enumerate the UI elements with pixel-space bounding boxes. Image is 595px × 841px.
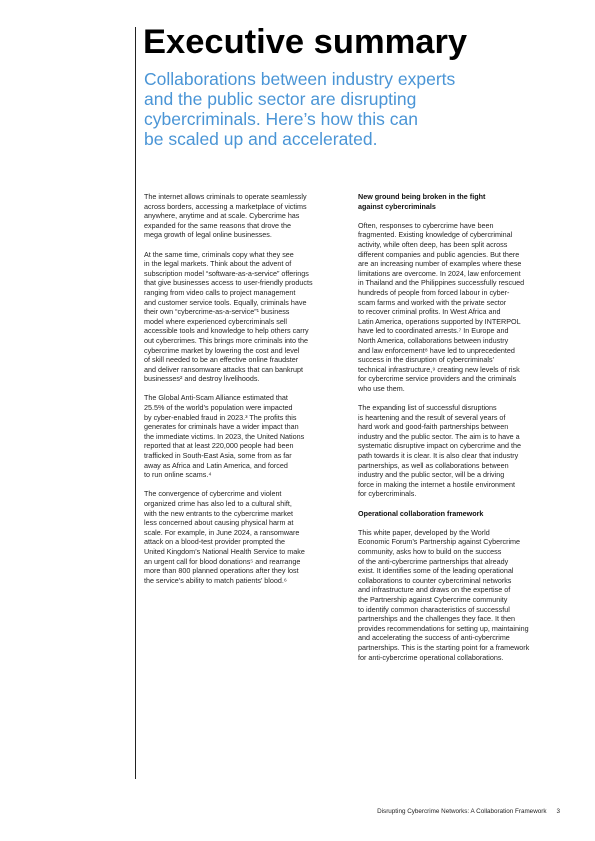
text-line: to recover criminal profits. In West Africa and <box>358 307 501 317</box>
text-line: force in making the internet a hostile environment <box>358 479 516 489</box>
text-line: are an increasing number of examples where these <box>358 259 522 269</box>
text-line: subscription model “software-as-a-service” offerings <box>144 268 309 278</box>
text-line: New ground being broken in the fight <box>358 192 486 201</box>
text-line: The Global Anti-Scam Alliance estimated that <box>144 393 288 403</box>
text-line: partnerships. This is the starting point for a framework <box>358 642 530 652</box>
text-line: scale. For example, in June 2024, a ransomware <box>144 527 300 537</box>
text-line: generates for criminals have a wider impact than <box>144 422 299 432</box>
text-line: The expanding list of successful disruptions <box>358 403 497 413</box>
subtitle-line: Collaborations between industry experts <box>144 69 456 89</box>
section-heading <box>358 192 568 211</box>
text-line: in Thailand and the Philippines successfully rescued <box>358 278 525 288</box>
text-line: out cybercrimes. This brings more criminals into the <box>144 335 309 345</box>
text-line: away as Africa and Latin America, and forced <box>144 460 288 470</box>
text-line: reported that at least 220,000 people had been <box>144 441 294 451</box>
text-line: path towards it is clear. It is also clear that industry <box>358 451 519 461</box>
running-title: Disrupting Cybercrime Networks: A Collaboration Framework <box>377 808 547 815</box>
body-paragraph <box>144 489 349 585</box>
text-line: North America, collaborations between industry <box>358 335 509 345</box>
text-line: The internet allows criminals to operate seamlessly <box>144 192 307 201</box>
text-line: for cybercrime service providers and the criminals <box>358 374 517 384</box>
text-line: of the anti-cybercrime partnerships that already <box>358 556 509 566</box>
text-line: the immediate victims. In 2023, the United Nations <box>144 431 305 441</box>
text-line: community, asks how to build on the success <box>358 546 502 556</box>
text-line: attack on a blood-test provider prompted the <box>144 537 286 547</box>
page-number: 3 <box>556 808 560 815</box>
page-footer <box>300 807 560 816</box>
body-paragraph <box>144 393 349 479</box>
text-line: industry and the public sector. The aim is to have a <box>358 431 520 441</box>
text-line: for anti-cybercrime operational collaborations. <box>358 652 504 662</box>
text-line: hard work and good-faith partnerships between <box>358 422 509 432</box>
text-line: partnerships, as well as collaborations between <box>358 460 509 470</box>
text-line: less concerned about causing physical harm at <box>144 518 294 528</box>
body-paragraph <box>358 403 568 499</box>
text-line: in the legal markets. Think about the advent of <box>144 259 292 269</box>
text-line: the Partnership against Cybercrime community <box>358 594 508 604</box>
text-line: businesses² and destroy livelihoods. <box>144 374 260 384</box>
page-subtitle <box>144 69 524 149</box>
text-line: more than 800 planned operations after they lost <box>144 566 299 576</box>
body-paragraph <box>144 192 349 240</box>
text-line: an urgent call for blood donations⁵ and rearrange <box>144 556 301 566</box>
text-line: expanded for the same reasons that drove the <box>144 220 292 230</box>
text-line: The convergence of cybercrime and violent <box>144 489 282 499</box>
text-line: have led to coordinated arrests.⁷ In Europe and <box>358 326 509 336</box>
text-line: is heartening and the result of several years of <box>358 412 506 422</box>
text-line: United Kingdom’s National Health Service to make <box>144 546 305 556</box>
text-line: and law enforcement⁸ have led to unprecedented <box>358 345 515 355</box>
subtitle-line: cybercriminals. Here’s how this can <box>144 109 418 129</box>
text-line: Economic Forum’s Partnership against Cybercrime <box>358 537 521 547</box>
text-line: technical infrastructure,⁹ creating new levels of risk <box>358 364 520 374</box>
text-line: that give businesses access to user-friendly products <box>144 278 313 288</box>
text-line: industry and the public sector, will be a driving <box>358 470 505 480</box>
text-line: scam farms and worked with the private sector <box>358 297 507 307</box>
text-line: systematic disruptive impact on cybercrime and the <box>358 441 521 451</box>
text-line: for cybercriminals. <box>358 489 417 499</box>
text-line: anywhere, anytime and at scale. Cybercrime has <box>144 211 300 221</box>
subtitle-line: be scaled up and accelerated. <box>144 129 378 149</box>
text-line: by cyber-enabled fraud in 2023.³ The profits this <box>144 412 297 422</box>
page-title: Executive summary <box>143 23 468 61</box>
text-line: different companies and public agencies. But there <box>358 249 520 259</box>
text-line: their own “cybercrime-as-a-service”¹ business <box>144 307 290 317</box>
subtitle-line: and the public sector are disrupting <box>144 89 417 109</box>
text-line: across borders, accessing a marketplace of victims <box>144 201 307 211</box>
text-line: mega growth of legal online businesses. <box>144 230 272 240</box>
body-paragraph <box>144 250 349 384</box>
text-line: who use them. <box>358 383 405 393</box>
text-line: of skill needed to be an effective online fraudster <box>144 355 299 365</box>
vertical-rule <box>135 27 136 779</box>
text-line: At the same time, criminals copy what they see <box>144 249 294 259</box>
text-line: and customer service tools. Equally, criminals have <box>144 297 307 307</box>
text-line: and deliver ransomware attacks that can bankrupt <box>144 364 304 374</box>
text-line: and accelerating the success of anti-cybercrime <box>358 633 510 643</box>
text-line: against cybercriminals <box>358 201 436 211</box>
text-line: activity, while often deep, has been split across <box>358 239 508 249</box>
text-line: provides recommendations for setting up, maintaining <box>358 623 529 633</box>
text-line: Often, responses to cybercrime have been <box>358 220 494 230</box>
section-heading <box>358 509 568 519</box>
text-line: cybercrime market by lowering the cost and level <box>144 345 300 355</box>
text-line: This white paper, developed by the World <box>358 527 490 537</box>
text-line: trafficked in South-East Asia, some from as far <box>144 451 292 461</box>
text-line: with the new entrants to the cybercrime market <box>144 508 294 518</box>
text-line: collaborations to counter cybercriminal networks <box>358 575 512 585</box>
text-line: hundreds of people from forced labour in cyber- <box>358 287 510 297</box>
body-paragraph <box>358 221 568 394</box>
text-line: fragmented. Existing knowledge of cybercriminal <box>358 230 513 240</box>
text-line: model where experienced cybercriminals sell <box>144 316 288 326</box>
right-column <box>358 192 568 672</box>
left-column <box>144 192 349 595</box>
text-line: organized crime has also led to a cultural shift, <box>144 499 292 508</box>
body-paragraph <box>358 528 568 662</box>
text-line: 25.5% of the world’s population were impacted <box>144 403 293 413</box>
text-line: accessible tools and knowledge to help others carry <box>144 326 309 336</box>
text-line: the service’s ability to match patients’ blood.⁶ <box>144 575 287 585</box>
text-line: exist. It identifies some of the leading operational <box>358 566 514 576</box>
text-line: and infrastructure and draws on the expertise of <box>358 585 511 595</box>
text-line: to identify common characteristics of successful <box>358 604 510 614</box>
text-line: limitations are overcome. In 2024, law enforcement <box>358 268 521 278</box>
text-line: Operational collaboration framework <box>358 508 484 518</box>
text-line: partnerships and the challenges they face. It then <box>358 614 516 624</box>
text-line: ranging from video calls to project management <box>144 287 296 297</box>
text-line: Latin America, operations supported by INTERPOL <box>358 316 521 326</box>
text-line: to run online scams.⁴ <box>144 470 212 480</box>
text-line: success in the disruption of cybercriminals’ <box>358 355 495 365</box>
